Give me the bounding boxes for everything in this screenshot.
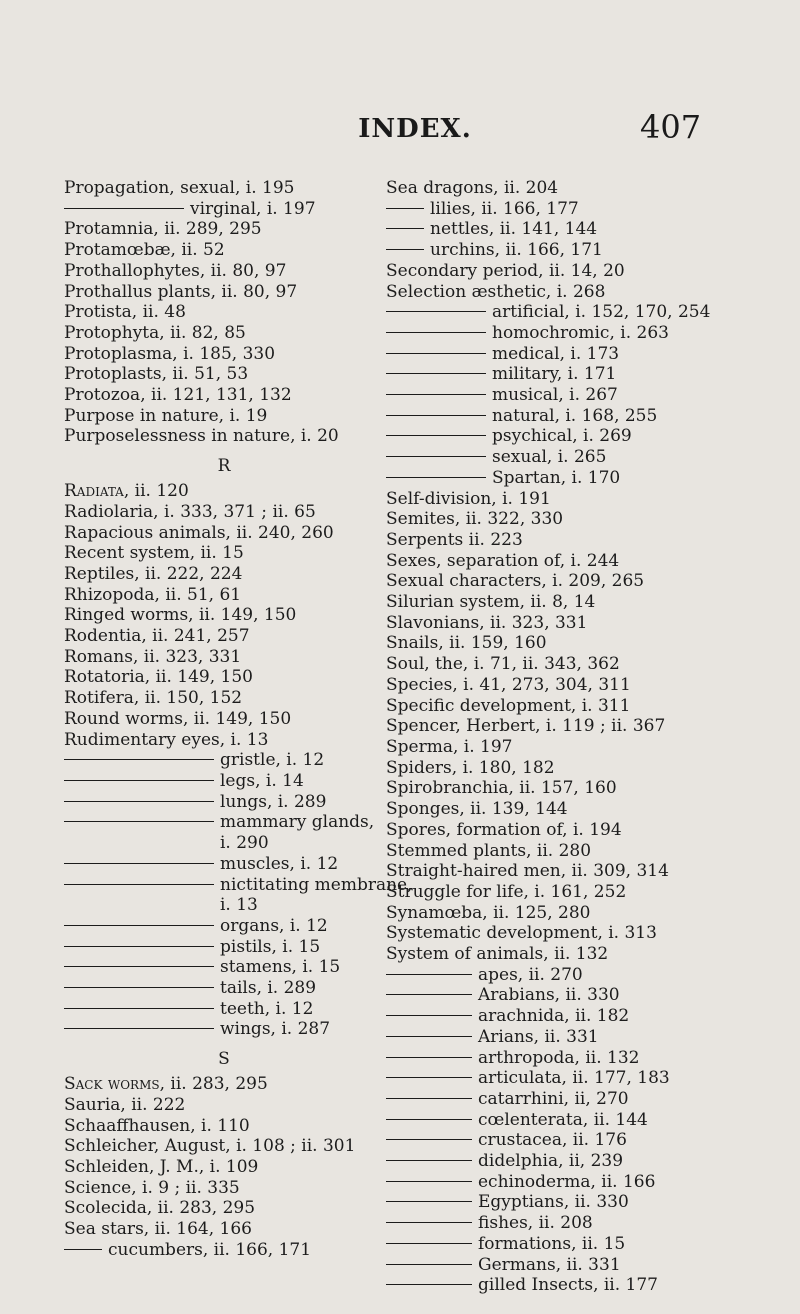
index-entry — [386, 903, 726, 924]
index-subentry — [64, 771, 384, 792]
entry-text: Selection æsthetic, i. 268 — [386, 281, 606, 302]
entry-text: sexual, i. 265 — [492, 447, 607, 468]
index-subentry — [386, 364, 726, 385]
index-subentry — [64, 999, 384, 1020]
index-entry — [386, 551, 726, 572]
index-subentry — [64, 854, 384, 875]
entry-text: Straight-haired men, ii. 309, 314 — [386, 861, 669, 882]
index-entry — [64, 406, 384, 427]
entry-text: Sperma, i. 197 — [386, 736, 513, 757]
index-entry — [64, 543, 384, 564]
index-subentry — [386, 1089, 726, 1110]
entry-heading: Sack worms — [64, 1074, 160, 1095]
ditto-dash — [386, 974, 472, 975]
entry-text: Snails, ii. 159, 160 — [386, 633, 547, 654]
index-entry — [64, 523, 384, 544]
index-entry — [64, 688, 384, 709]
index-entry — [64, 667, 384, 688]
entry-text: echinoderma, ii. 166 — [478, 1171, 656, 1192]
entry-text: , ii. 120 — [123, 481, 189, 502]
entry-text: Rotifera, ii. 150, 152 — [64, 688, 243, 709]
entry-text: Rapacious animals, ii. 240, 260 — [64, 522, 334, 543]
entry-text: Protamœbæ, ii. 52 — [64, 240, 225, 261]
index-subentry — [386, 1110, 726, 1131]
ditto-dash — [386, 1057, 472, 1058]
entry-text: System of animals, ii. 132 — [386, 944, 609, 965]
index-entry — [64, 344, 384, 365]
index-subentry — [64, 937, 384, 958]
index-subentry — [386, 426, 726, 447]
ditto-dash — [386, 1243, 472, 1244]
index-entry — [64, 1219, 384, 1240]
index-entry — [64, 219, 384, 240]
entry-text: Schaaffhausen, i. 110 — [64, 1115, 250, 1136]
ditto-dash — [386, 1015, 472, 1016]
entry-text: Prothallophytes, ii. 80, 97 — [64, 260, 287, 281]
index-entry — [386, 654, 726, 675]
ditto-dash — [386, 373, 486, 374]
index-entry — [64, 302, 384, 323]
index-entry — [64, 709, 384, 730]
index-subentry — [386, 1172, 726, 1193]
entry-text: Sauria, ii. 222 — [64, 1094, 186, 1115]
index-entry — [64, 1178, 384, 1199]
index-entry — [64, 1074, 384, 1095]
entry-text: Struggle for life, i. 161, 252 — [386, 881, 627, 902]
entry-text: Protamnia, ii. 289, 295 — [64, 219, 262, 240]
index-subentry — [64, 916, 384, 937]
index-entry — [386, 489, 726, 510]
entry-text: cucumbers, ii. 166, 171 — [108, 1239, 312, 1260]
index-subentry — [386, 965, 726, 986]
index-entry — [64, 240, 384, 261]
index-subentry — [386, 985, 726, 1006]
ditto-dash — [64, 1028, 214, 1029]
index-entry — [386, 820, 726, 841]
entry-text: mammary glands, — [220, 812, 375, 833]
ditto-dash — [64, 1249, 102, 1250]
entry-text: arachnida, ii. 182 — [478, 1006, 630, 1027]
ditto-dash — [64, 884, 214, 885]
ditto-dash — [64, 1008, 214, 1009]
index-entry — [386, 633, 726, 654]
index-subentry — [386, 1130, 726, 1151]
index-entry — [386, 675, 726, 696]
ditto-dash — [386, 332, 486, 333]
index-subentry — [386, 468, 726, 489]
ditto-dash — [386, 415, 486, 416]
entry-text: cœlenterata, ii. 144 — [478, 1109, 648, 1130]
entry-heading: Radiata — [64, 481, 124, 502]
index-entry — [386, 923, 726, 944]
ditto-dash — [386, 311, 486, 312]
entry-text: Synamœba, ii. 125, 280 — [386, 902, 591, 923]
index-entry — [64, 1095, 384, 1116]
entry-text: artificial, i. 152, 170, 254 — [492, 302, 711, 323]
index-entry — [64, 426, 384, 447]
index-subentry — [386, 323, 726, 344]
index-subentry — [64, 874, 413, 896]
ditto-dash — [64, 208, 184, 209]
index-subentry — [386, 1255, 726, 1276]
index-entry — [64, 1136, 384, 1157]
index-subentry — [386, 1048, 726, 1069]
entry-text: Propagation, sexual, i. 195 — [64, 178, 295, 198]
entry-text: natural, i. 168, 255 — [492, 405, 658, 426]
entry-text: Romans, ii. 323, 331 — [64, 646, 242, 667]
index-entry — [64, 502, 384, 523]
index-subentry — [64, 199, 384, 220]
index-subentry — [386, 240, 726, 261]
index-column-left — [64, 178, 413, 1260]
index-entry — [386, 613, 726, 634]
index-entry — [64, 385, 384, 406]
entry-text: Reptiles, ii. 222, 224 — [64, 563, 243, 584]
index-entry — [386, 261, 726, 282]
ditto-dash — [64, 966, 214, 967]
entry-text: crustacea, ii. 176 — [478, 1130, 627, 1151]
entry-text: apes, ii. 270 — [478, 964, 583, 985]
ditto-dash — [386, 435, 486, 436]
index-subentry-continuation: i. 290 — [220, 833, 269, 854]
entry-text: Systematic development, i. 313 — [386, 923, 657, 944]
entry-text: fishes, ii. 208 — [478, 1213, 593, 1234]
index-subentry — [64, 750, 384, 771]
index-entry — [64, 1116, 384, 1137]
index-entry — [64, 1157, 384, 1178]
index-subentry — [386, 1068, 726, 1089]
entry-text: tails, i. 289 — [220, 978, 317, 999]
index-entry — [386, 282, 726, 303]
entry-text: teeth, i. 12 — [220, 998, 314, 1019]
index-entry — [64, 261, 384, 282]
entry-text: wings, i. 287 — [220, 1019, 331, 1040]
entry-text: catarrhini, ii, 270 — [478, 1088, 629, 1109]
entry-text: nictitating membrane, — [220, 874, 413, 895]
entry-text: organs, i. 12 — [220, 915, 328, 936]
index-entry — [386, 799, 726, 820]
index-subentry — [386, 302, 726, 323]
index-entry — [64, 1198, 384, 1219]
entry-text: Arabians, ii. 330 — [478, 985, 620, 1006]
ditto-dash — [386, 477, 486, 478]
index-subentry — [64, 792, 384, 813]
index-subentry — [386, 1234, 726, 1255]
ditto-dash — [386, 394, 486, 395]
entry-text: Purposelessness in nature, i. 20 — [64, 426, 339, 447]
ditto-dash — [64, 925, 214, 926]
index-entry — [64, 605, 384, 626]
entry-text: Science, i. 9 ; ii. 335 — [64, 1177, 240, 1198]
entry-text: Sponges, ii. 139, 144 — [386, 799, 568, 820]
entry-text: arthropoda, ii. 132 — [478, 1047, 640, 1068]
ditto-dash — [64, 801, 214, 802]
entry-text: Round worms, ii. 149, 150 — [64, 708, 292, 729]
entry-text: Germans, ii. 331 — [478, 1254, 621, 1275]
index-subentry — [386, 406, 726, 427]
ditto-dash — [386, 1139, 472, 1140]
index-entry — [386, 882, 726, 903]
entry-text: Soul, the, i. 71, ii. 343, 362 — [386, 654, 620, 675]
entry-text: Protozoa, ii. 121, 131, 132 — [64, 385, 292, 406]
entry-text: Radiolaria, i. 333, 371 ; ii. 65 — [64, 501, 316, 522]
index-entry — [386, 571, 726, 592]
entry-text: nettles, ii. 141, 144 — [430, 219, 598, 240]
ditto-dash — [386, 1264, 472, 1265]
entry-text: Schleiden, J. M., i. 109 — [64, 1156, 259, 1177]
entry-text: Protoplasma, i. 185, 330 — [64, 343, 276, 364]
entry-text: Serpents ii. 223 — [386, 529, 523, 550]
entry-text: Sexes, separation of, i. 244 — [386, 550, 620, 571]
entry-text: legs, i. 14 — [220, 770, 304, 791]
index-subentry — [386, 1275, 726, 1296]
entry-text: Rodentia, ii. 241, 257 — [64, 626, 250, 647]
entry-text: Arians, ii. 331 — [478, 1026, 599, 1047]
entry-text: medical, i. 173 — [492, 343, 620, 364]
index-entry — [64, 481, 384, 502]
ditto-dash — [386, 994, 472, 995]
entry-text: Semites, ii. 322, 330 — [386, 509, 564, 530]
index-subentry — [386, 1192, 726, 1213]
ditto-dash — [386, 1077, 472, 1078]
entry-text: urchins, ii. 166, 171 — [430, 240, 603, 261]
entry-text: Ringed worms, ii. 149, 150 — [64, 605, 297, 626]
index-subentry — [64, 957, 384, 978]
index-entry — [386, 696, 726, 717]
entry-text: stamens, i. 15 — [220, 957, 341, 978]
entry-text: Schleicher, August, i. 108 ; ii. 301 — [64, 1136, 356, 1157]
entry-text: Secondary period, ii. 14, 20 — [386, 260, 625, 281]
ditto-dash — [64, 863, 214, 864]
entry-text: Sea dragons, ii. 204 — [386, 178, 559, 198]
index-entry — [386, 944, 726, 965]
ditto-dash — [386, 1222, 472, 1223]
ditto-dash — [386, 249, 424, 250]
index-subentry — [386, 344, 726, 365]
ditto-dash — [386, 456, 486, 457]
ditto-dash — [386, 228, 424, 229]
ditto-dash — [386, 1284, 472, 1285]
index-subentry — [64, 812, 384, 833]
index-entry — [386, 530, 726, 551]
entry-text: Sea stars, ii. 164, 166 — [64, 1219, 252, 1240]
ditto-dash — [64, 821, 214, 822]
ditto-dash — [386, 353, 486, 354]
index-subentry — [64, 1240, 384, 1261]
entry-text: Protista, ii. 48 — [64, 302, 186, 323]
entry-text: musical, i. 267 — [492, 385, 618, 406]
entry-text: gristle, i. 12 — [220, 750, 325, 771]
index-entry — [64, 564, 384, 585]
entry-text: Spartan, i. 170 — [492, 467, 621, 488]
index-entry — [386, 178, 726, 199]
entry-text: Prothallus plants, ii. 80, 97 — [64, 281, 298, 302]
entry-text: psychical, i. 269 — [492, 426, 632, 447]
index-subentry-continuation: i. 13 — [220, 895, 258, 916]
entry-text: Sexual characters, i. 209, 265 — [386, 571, 645, 592]
entry-text: Spirobranchia, ii. 157, 160 — [386, 778, 617, 799]
entry-text: military, i. 171 — [492, 364, 617, 385]
entry-text: virginal, i. 197 — [190, 198, 316, 219]
entry-text: pistils, i. 15 — [220, 936, 321, 957]
index-subentry — [386, 199, 726, 220]
index-subentry — [386, 447, 726, 468]
entry-text: Rhizopoda, ii. 51, 61 — [64, 584, 242, 605]
ditto-dash — [386, 208, 424, 209]
entry-text: didelphia, ii, 239 — [478, 1151, 624, 1172]
index-subentry — [386, 1027, 726, 1048]
ditto-dash — [386, 1098, 472, 1099]
index-subentry — [386, 1151, 726, 1172]
index-entry — [64, 730, 384, 751]
ditto-dash — [386, 1119, 472, 1120]
entry-text: Rudimentary eyes, i. 13 — [64, 729, 269, 750]
entry-text: gilled Insects, ii. 177 — [478, 1275, 659, 1296]
ditto-dash — [64, 780, 214, 781]
index-subentry — [386, 1006, 726, 1027]
entry-text: Egyptians, ii. 330 — [478, 1192, 629, 1213]
entry-text: Spiders, i. 180, 182 — [386, 757, 555, 778]
entry-text: Spencer, Herbert, i. 119 ; ii. 367 — [386, 716, 666, 737]
entry-text: Silurian system, ii. 8, 14 — [386, 592, 596, 613]
index-entry — [64, 323, 384, 344]
entry-text: Recent system, ii. 15 — [64, 543, 244, 564]
index-entry — [64, 364, 384, 385]
ditto-dash — [386, 1036, 472, 1037]
index-entry — [64, 647, 384, 668]
entry-text: Scolecida, ii. 283, 295 — [64, 1198, 256, 1219]
section-letter: R — [217, 456, 231, 477]
ditto-dash — [386, 1201, 472, 1202]
entry-text: Stemmed plants, ii. 280 — [386, 840, 592, 861]
index-entry — [386, 592, 726, 613]
index-entry — [386, 737, 726, 758]
entry-text: , ii. 283, 295 — [159, 1074, 268, 1095]
index-column-right — [386, 178, 726, 1296]
index-entry — [386, 716, 726, 737]
entry-text: lilies, ii. 166, 177 — [430, 198, 579, 219]
entry-text: Rotatoria, ii. 149, 150 — [64, 667, 253, 688]
entry-text: homochromic, i. 263 — [492, 322, 669, 343]
ditto-dash — [386, 1181, 472, 1182]
entry-text: Species, i. 41, 273, 304, 311 — [386, 674, 631, 695]
ditto-dash — [64, 987, 214, 988]
index-entry — [386, 861, 726, 882]
ditto-dash — [64, 946, 214, 947]
index-subentry — [64, 978, 384, 999]
running-title: INDEX. — [358, 114, 472, 144]
section-letter: S — [218, 1049, 230, 1070]
entry-text: Specific development, i. 311 — [386, 695, 631, 716]
entry-text: Protoplasts, ii. 51, 53 — [64, 364, 249, 385]
index-entry — [64, 178, 384, 199]
entry-text: Protophyta, ii. 82, 85 — [64, 322, 246, 343]
entry-text: muscles, i. 12 — [220, 853, 339, 874]
entry-text: lungs, i. 289 — [220, 791, 327, 812]
index-entry — [386, 509, 726, 530]
ditto-dash — [64, 759, 214, 760]
index-entry — [386, 841, 726, 862]
index-entry — [386, 778, 726, 799]
page-number: 407 — [640, 108, 702, 146]
entry-text: Purpose in nature, i. 19 — [64, 405, 268, 426]
index-entry — [64, 626, 384, 647]
index-subentry — [64, 1019, 384, 1040]
entry-text: Spores, formation of, i. 194 — [386, 819, 622, 840]
ditto-dash — [386, 1160, 472, 1161]
entry-text: Self-division, i. 191 — [386, 488, 551, 509]
index-subentry — [386, 219, 726, 240]
entry-text: formations, ii. 15 — [478, 1233, 626, 1254]
index-entry — [386, 758, 726, 779]
index-subentry — [386, 385, 726, 406]
entry-text: Slavonians, ii. 323, 331 — [386, 612, 588, 633]
index-entry — [64, 585, 384, 606]
index-entry — [64, 282, 384, 303]
entry-text: articulata, ii. 177, 183 — [478, 1068, 670, 1089]
index-subentry — [386, 1213, 726, 1234]
